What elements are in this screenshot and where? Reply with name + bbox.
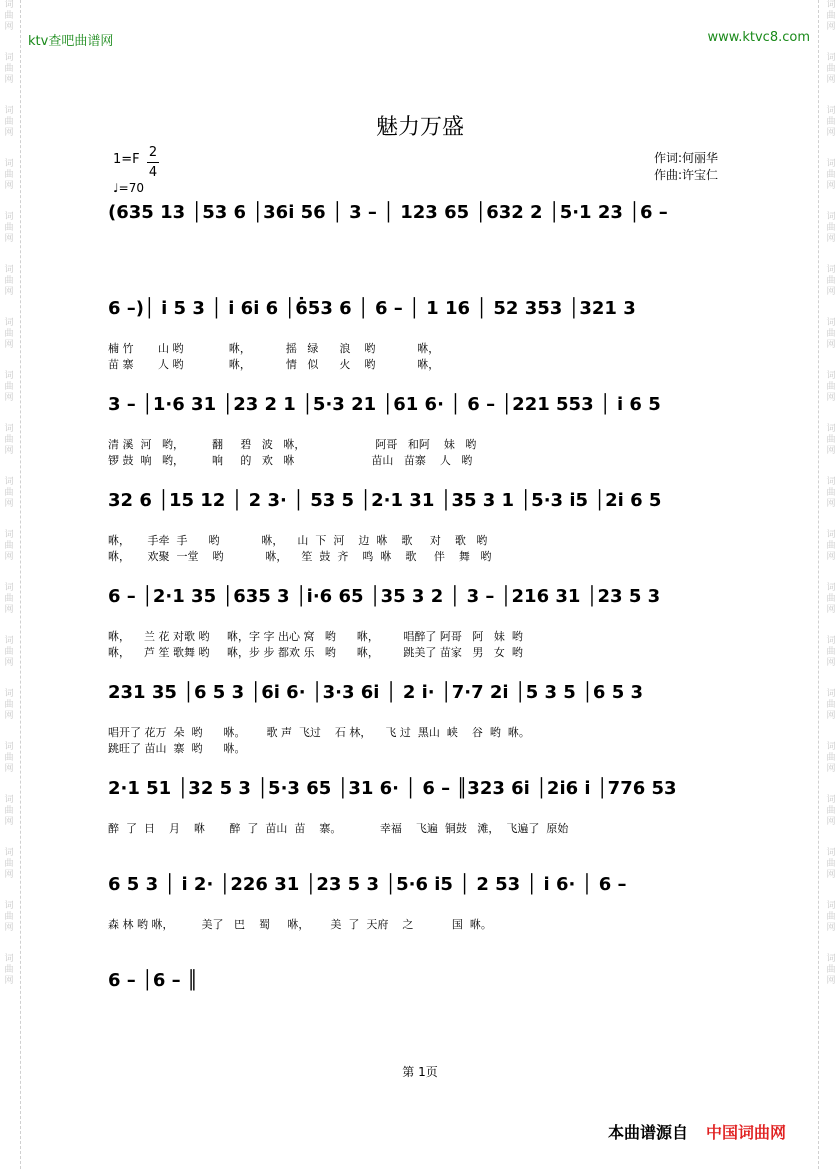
watermark-char: 曲 xyxy=(4,700,14,710)
watermark-char: 词 xyxy=(826,954,836,964)
notation-line: 32 6 │15 12 │ 2 3· │ 53 5 │2·1 31 │35 3 1 │5·3 i5 │2i 6 5 xyxy=(108,490,662,511)
watermark-char: 网 xyxy=(826,499,836,509)
score-row xyxy=(100,874,760,964)
watermark-block xyxy=(824,901,838,934)
composer: 作曲:许宝仁 xyxy=(654,168,719,182)
watermark-char: 词 xyxy=(4,848,14,858)
notation-line: 231 35 │6 5 3 │6i 6· │3·3 6i │ 2 i· │7·7 2i │5 3 5 │6 5 3 xyxy=(108,682,644,703)
watermark-char: 网 xyxy=(826,870,836,880)
notation-line: 6 – │6 – ║ xyxy=(108,970,198,991)
key-signature: 1=F xyxy=(113,152,140,167)
watermark-char: 曲 xyxy=(4,594,14,604)
watermark-block xyxy=(824,212,838,245)
lyric-line: 森 林 哟 咻， 美了 巴 蜀 咻， 美 了 天府 之 国 咻。 xyxy=(108,918,492,931)
watermark-block xyxy=(824,0,838,33)
watermark-char: 词 xyxy=(826,318,836,328)
watermark-char: 曲 xyxy=(826,912,836,922)
watermark-char: 词 xyxy=(826,742,836,752)
watermark-block xyxy=(2,742,16,775)
watermark-block xyxy=(2,583,16,616)
watermark-char: 网 xyxy=(826,287,836,297)
watermark-char: 曲 xyxy=(4,541,14,551)
watermark-char: 网 xyxy=(4,340,14,350)
watermark-char: 网 xyxy=(4,552,14,562)
watermark-char: 曲 xyxy=(4,912,14,922)
watermark-char: 网 xyxy=(826,234,836,244)
watermark-char: 曲 xyxy=(826,276,836,286)
tempo-mark: ♩=70 xyxy=(113,181,144,195)
watermark-char: 曲 xyxy=(4,859,14,869)
watermark-char: 词 xyxy=(826,530,836,540)
watermark-char: 网 xyxy=(826,22,836,32)
watermark-char: 网 xyxy=(826,181,836,191)
watermark-block xyxy=(2,159,16,192)
watermark-char: 曲 xyxy=(826,541,836,551)
watermark-char: 曲 xyxy=(826,382,836,392)
watermark-char: 词 xyxy=(4,212,14,222)
watermark-char: 网 xyxy=(4,870,14,880)
watermark-block xyxy=(2,371,16,404)
watermark-char: 曲 xyxy=(4,170,14,180)
watermark-char: 网 xyxy=(826,658,836,668)
watermark-char: 曲 xyxy=(826,223,836,233)
lyric-line: 咻， 欢聚 一堂 哟 咻， 笙 鼓 齐 鸣 咻 歌 伴 舞 哟 xyxy=(108,550,492,563)
site-url-right[interactable]: www.ktvc8.com xyxy=(707,30,810,45)
lyric-line: 锣 鼓 响 哟， 响 的 欢 咻 苗山 苗寨 人 哟 xyxy=(108,454,473,467)
watermark-char: 词 xyxy=(826,636,836,646)
watermark-char: 曲 xyxy=(4,64,14,74)
watermark-char: 曲 xyxy=(4,753,14,763)
left-watermark-strip xyxy=(2,0,16,1169)
lyric-line: 跳旺了 苗山 寨 哟 咻。 xyxy=(108,742,246,755)
watermark-block xyxy=(824,265,838,298)
watermark-char: 词 xyxy=(4,954,14,964)
watermark-char: 网 xyxy=(826,340,836,350)
lyric-line: 醉 了 日 月 咻 醉 了 苗山 苗 寨。 幸福 飞遍 铜鼓 滩， 飞遍了 原始 xyxy=(108,822,569,835)
watermark-block xyxy=(2,477,16,510)
watermark-char: 词 xyxy=(4,689,14,699)
watermark-block xyxy=(824,954,838,987)
watermark-char: 曲 xyxy=(4,488,14,498)
lyric-line: 咻， 芦 笙 歌舞 哟 咻，步 步 都欢 乐 哟 咻， 跳美了 苗家 男 女 哟 xyxy=(108,646,523,659)
notation-line: 6 – │2·1 35 │635 3 │i·6 65 │35 3 2 │ 3 – │216 31 │23 5 3 xyxy=(108,586,661,607)
watermark-char: 网 xyxy=(4,393,14,403)
song-title: 魅力万盛 xyxy=(375,115,464,140)
watermark-char: 曲 xyxy=(826,170,836,180)
watermark-block xyxy=(824,371,838,404)
watermark-char: 曲 xyxy=(826,11,836,21)
watermark-char: 词 xyxy=(4,636,14,646)
watermark-block xyxy=(824,424,838,457)
source-credit xyxy=(608,1120,786,1143)
watermark-char: 网 xyxy=(826,446,836,456)
watermark-char: 词 xyxy=(4,583,14,593)
watermark-block xyxy=(824,530,838,563)
watermark-block xyxy=(2,212,16,245)
right-watermark-strip xyxy=(824,0,838,1169)
watermark-char: 词 xyxy=(826,689,836,699)
watermark-char: 曲 xyxy=(4,223,14,233)
watermark-char: 曲 xyxy=(4,117,14,127)
watermark-char: 词 xyxy=(826,848,836,858)
score-row xyxy=(100,682,760,772)
page-number: 第 1页 xyxy=(402,1065,438,1079)
watermark-block xyxy=(824,53,838,86)
watermark-block xyxy=(824,159,838,192)
watermark-char: 曲 xyxy=(4,329,14,339)
watermark-char: 词 xyxy=(826,159,836,169)
watermark-char: 词 xyxy=(4,530,14,540)
watermark-char: 网 xyxy=(4,605,14,615)
watermark-char: 曲 xyxy=(826,859,836,869)
watermark-char: 词 xyxy=(826,106,836,116)
watermark-char: 网 xyxy=(826,711,836,721)
watermark-char: 网 xyxy=(826,393,836,403)
watermark-block xyxy=(2,901,16,934)
watermark-block xyxy=(2,0,16,33)
watermark-char: 网 xyxy=(826,605,836,615)
watermark-block xyxy=(824,477,838,510)
watermark-char: 网 xyxy=(4,817,14,827)
watermark-block xyxy=(824,742,838,775)
watermark-block xyxy=(2,424,16,457)
watermark-block xyxy=(824,795,838,828)
watermark-char: 词 xyxy=(4,795,14,805)
watermark-char: 曲 xyxy=(826,753,836,763)
lyric-line: 清 溪 河 哟， 翻 碧 波 咻， 阿哥 和阿 妹 哟 xyxy=(108,438,477,451)
watermark-char: 曲 xyxy=(826,965,836,975)
watermark-block xyxy=(2,689,16,722)
right-margin-line xyxy=(818,0,819,1169)
lyric-line: 唱开了 花万 朵 哟 咻。 歌 声 飞过 石 林， 飞 过 黑山 峡 谷 哟 咻。 xyxy=(108,726,530,739)
watermark-char: 网 xyxy=(826,552,836,562)
watermark-char: 网 xyxy=(826,976,836,986)
watermark-char: 曲 xyxy=(4,11,14,21)
score-row xyxy=(100,970,760,1060)
watermark-char: 网 xyxy=(4,234,14,244)
watermark-char: 词 xyxy=(826,795,836,805)
watermark-char: 词 xyxy=(4,371,14,381)
watermark-char: 网 xyxy=(826,128,836,138)
watermark-char: 词 xyxy=(4,742,14,752)
watermark-char: 曲 xyxy=(4,435,14,445)
credits xyxy=(654,150,718,184)
watermark-block xyxy=(824,583,838,616)
watermark-char: 词 xyxy=(4,106,14,116)
watermark-block xyxy=(2,265,16,298)
lyricist: 作词:何丽华 xyxy=(654,151,719,165)
watermark-char: 词 xyxy=(826,265,836,275)
watermark-char: 曲 xyxy=(826,806,836,816)
watermark-char: 词 xyxy=(826,583,836,593)
site-name-left[interactable]: ktv查吧曲谱网 xyxy=(28,34,114,49)
watermark-char: 网 xyxy=(4,181,14,191)
watermark-char: 词 xyxy=(826,901,836,911)
watermark-char: 网 xyxy=(4,446,14,456)
score-row xyxy=(100,490,760,580)
lyric-line: 咻， 兰 花 对歌 哟 咻，字 字 出心 窝 哟 咻， 唱醉了 阿哥 阿 妹 哟 xyxy=(108,630,523,643)
notation-line: 6 –)│ i 5 3 │ i 6i 6 │6̇53 6 │ 6 – │ 1 16 │ 52 353 │321 3 xyxy=(108,298,636,319)
watermark-char: 网 xyxy=(4,658,14,668)
watermark-char: 曲 xyxy=(826,488,836,498)
score-row xyxy=(100,298,760,388)
watermark-block xyxy=(2,848,16,881)
watermark-char: 词 xyxy=(4,0,14,10)
lyric-line: 咻， 手牵 手 哟 咻， 山 下 河 边 咻 歌 对 歌 哟 xyxy=(108,534,488,547)
meter-top: 2 xyxy=(148,145,158,160)
source-site[interactable]: 中国词曲网 xyxy=(706,1123,787,1142)
lyric-line: 苗 寨 人 哟 咻， 情 似 火 哟 咻， xyxy=(108,358,440,371)
watermark-char: 网 xyxy=(4,711,14,721)
watermark-char: 网 xyxy=(4,22,14,32)
watermark-char: 词 xyxy=(826,424,836,434)
watermark-char: 词 xyxy=(826,53,836,63)
watermark-char: 网 xyxy=(826,764,836,774)
score-row xyxy=(100,202,760,292)
watermark-char: 曲 xyxy=(826,594,836,604)
notation-line: 2·1 51 │32 5 3 │5·3 65 │31 6· │ 6 – ║323 6i │2i6 i │776 53 xyxy=(108,778,677,799)
score-row xyxy=(100,394,760,484)
watermark-char: 曲 xyxy=(826,329,836,339)
watermark-char: 网 xyxy=(4,976,14,986)
source-label: 本曲谱源自 xyxy=(608,1123,689,1142)
watermark-block xyxy=(2,53,16,86)
watermark-block xyxy=(824,318,838,351)
watermark-char: 词 xyxy=(4,318,14,328)
watermark-block xyxy=(2,795,16,828)
watermark-char: 曲 xyxy=(826,117,836,127)
watermark-block xyxy=(2,530,16,563)
watermark-char: 网 xyxy=(4,499,14,509)
watermark-char: 曲 xyxy=(826,64,836,74)
watermark-char: 词 xyxy=(4,477,14,487)
watermark-char: 词 xyxy=(4,159,14,169)
meter-bottom: 4 xyxy=(148,165,158,180)
score-row xyxy=(100,586,760,676)
watermark-char: 网 xyxy=(4,923,14,933)
watermark-char: 词 xyxy=(826,477,836,487)
watermark-char: 网 xyxy=(826,75,836,85)
watermark-char: 网 xyxy=(4,764,14,774)
watermark-char: 曲 xyxy=(4,382,14,392)
watermark-char: 网 xyxy=(4,75,14,85)
watermark-char: 网 xyxy=(4,128,14,138)
left-margin-line xyxy=(20,0,21,1169)
watermark-block xyxy=(824,848,838,881)
watermark-char: 网 xyxy=(826,817,836,827)
watermark-char: 词 xyxy=(826,0,836,10)
watermark-block xyxy=(2,954,16,987)
watermark-char: 词 xyxy=(4,53,14,63)
watermark-char: 词 xyxy=(826,212,836,222)
watermark-char: 曲 xyxy=(4,806,14,816)
watermark-char: 词 xyxy=(4,901,14,911)
watermark-char: 曲 xyxy=(4,647,14,657)
time-signature xyxy=(147,144,159,181)
watermark-char: 词 xyxy=(826,371,836,381)
lyric-line: 楠 竹 山 哟 咻， 摇 绿 浪 哟 咻， xyxy=(108,342,440,355)
watermark-char: 曲 xyxy=(826,700,836,710)
watermark-char: 词 xyxy=(4,424,14,434)
watermark-char: 曲 xyxy=(4,965,14,975)
score-row xyxy=(100,778,760,868)
watermark-char: 网 xyxy=(4,287,14,297)
notation-line: (635 13 │53 6 │36i 56 │ 3 – │ 123 65 │632 2 │5·1 23 │6 – xyxy=(108,202,668,223)
notation-line: 6 5 3 │ i 2· │226 31 │23 5 3 │5·6 i5 │ 2 53 │ i 6· │ 6 – xyxy=(108,874,627,895)
watermark-block xyxy=(824,636,838,669)
notation-line: 3 – │1·6 31 │23 2 1 │5·3 21 │61 6· │ 6 – │221 553 │ i 6 5 xyxy=(108,394,661,415)
watermark-block xyxy=(2,318,16,351)
watermark-char: 曲 xyxy=(826,647,836,657)
watermark-char: 网 xyxy=(826,923,836,933)
watermark-char: 词 xyxy=(4,265,14,275)
watermark-block xyxy=(824,689,838,722)
watermark-block xyxy=(2,636,16,669)
watermark-char: 曲 xyxy=(4,276,14,286)
watermark-char: 曲 xyxy=(826,435,836,445)
